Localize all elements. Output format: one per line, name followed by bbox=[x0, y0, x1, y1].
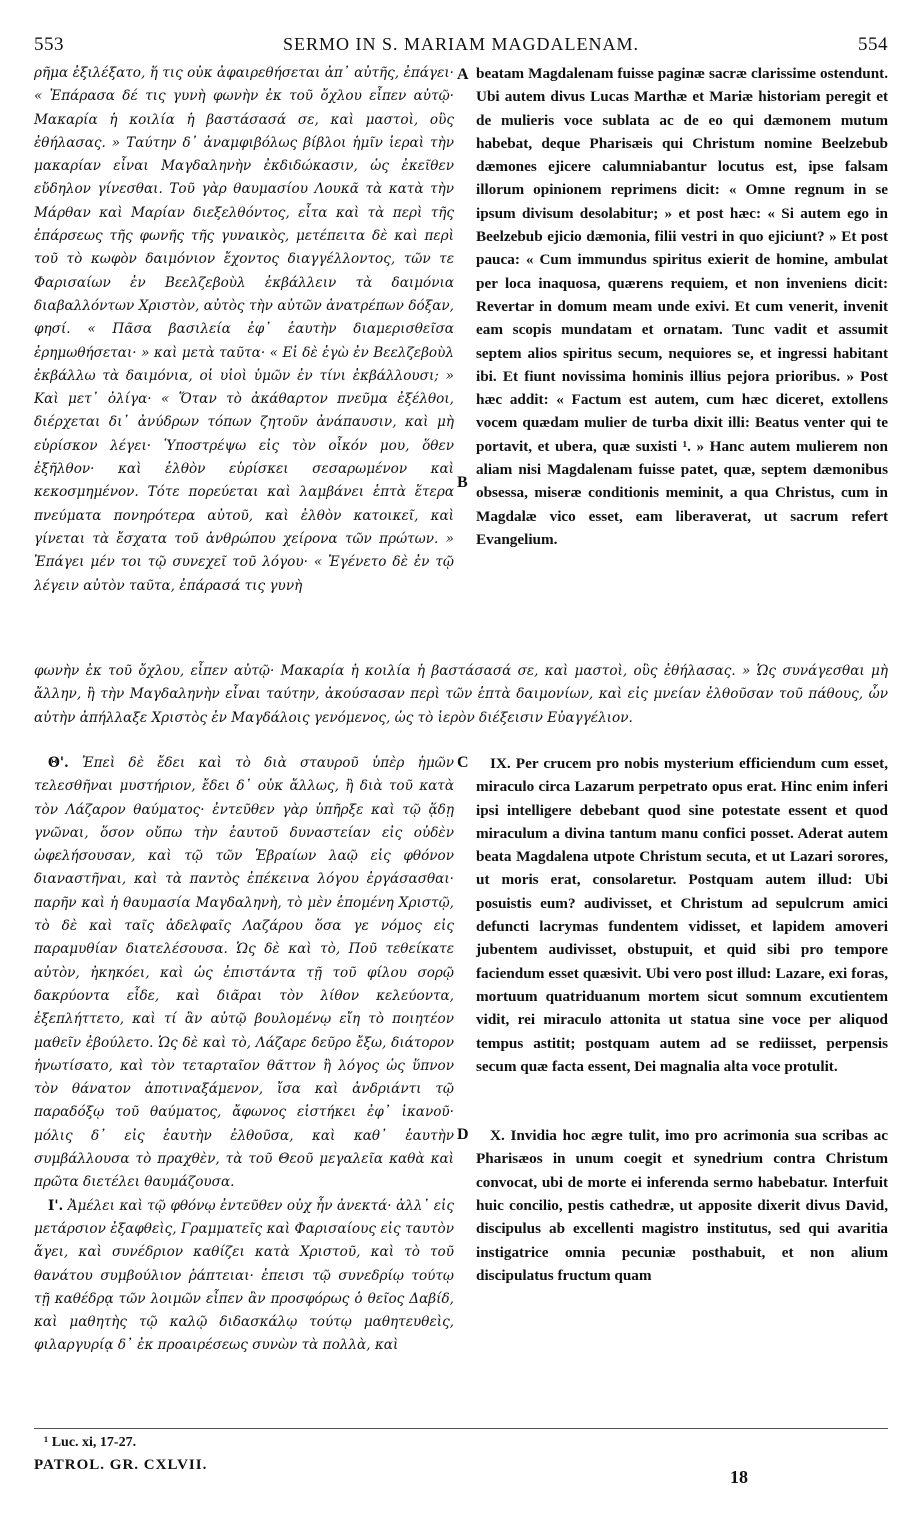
latin-section-9 bbox=[476, 752, 888, 1078]
running-head bbox=[34, 34, 888, 58]
greek-section-9 bbox=[34, 752, 454, 1195]
latin-column-top bbox=[476, 62, 888, 598]
full-width-text bbox=[34, 660, 888, 730]
section-number-greek-9: Θ'. bbox=[48, 755, 69, 771]
margin-letter-c: C bbox=[457, 754, 469, 771]
section-number-latin-10: X. bbox=[490, 1127, 505, 1145]
footnote: ¹ Luc. xi, 17-27. bbox=[44, 1435, 137, 1450]
margin-letter-a: A bbox=[457, 66, 469, 83]
latin-section-10-text: Invidia hoc ægre tulit, imo pro acrimonia sua scribas ac Pharisæos in unum coegit et synedrium contra Christum convocat, ubi de morte ei inferenda sermo habebatur. Interfuit huic concilio, pestis cathedræ, ut apposite dixerit divus David, discipulus ab excellenti magistro institutus, sed qui avaritia instigatrice omnia pecuniæ posthabuit, et non alium discipulatus fructum quam bbox=[476, 1127, 888, 1284]
margin-letter-d: D bbox=[457, 1126, 469, 1143]
latin-paragraph: beatam Magdalenam fuisse paginæ sacræ clarissime ostendunt. Ubi autem divus Lucas Marthæ et Mariæ historiam peregit et de mulieris voce sublata ac de eo qui dæmonem mutum habebat, deque Pharisæis qui Christum nomine Beelzebub dæmones ejicere calumniabantur locutus est, ipse falsam illorum opinionem reprimens dicit: « Omne regnum in se ipsum divisum desolabitur; » et post hæc: « Si autem ego in Beelzebub ejicio dæmonia, filii vestri in quo ejiciunt? » Et post pauca: « Cum immundus spiritus exierit de homine, ambulat per loca inaquosa, quærens requiem, et non inveniens dicit: Revertar in domum meam unde exivi. Et cum venerit, invenit eam scopis mundatam et ornatam. Tunc vadit et assumit septem alios spiritus secum, nequiores se, et ingressi habitant ibi. Et fiunt novissima hominis illius pejora prioribus. » Post hæc addit: « Factum est autem, cum hæc diceret, extollens vocem quædam mulier de turba dixit illi: Beatus venter qui te portavit, et ubera, quæ suxisti ¹. » Hanc autem mulierem non aliam nisi Magdalenam fuisse patet, quæ, septem dæmonibus obsessa, miseræ conditionis meminit, a qua Christus, cum in Magdalæ vico esset, eam liberaverat, ut sacrum refert Evangelium. bbox=[476, 65, 888, 548]
greek-section-10 bbox=[34, 1195, 454, 1358]
greek-column-top bbox=[34, 62, 454, 598]
greek-section-10-text: Ἀμέλει καὶ τῷ φθόνῳ ἐντεῦθεν οὐχ ἦν ἀνεκτά· ἀλλ᾽ εἰς μετάρσιον ἐξαφθεὶς, Γραμματεῖς καὶ Φαρισαίους εἰς ταυτὸν ἄγει, καὶ συνέδριον καθίζει κατὰ Χριστοῦ, καὶ τὸ τοῦ θανάτου συμβούλιον ῥάπτειαι· ἐπεισι τῷ συνεδρίῳ τούτῳ τῇ καθέδρᾳ τῶν λοιμῶν εἶπεν ἂν προσφόρως ὁ θεῖος Δαβίδ, καὶ μαθητὴς τῷ καλῷ διδασκάλῳ τούτῳ μαθητευθεὶς, φιλαργυρίᾳ δ᾽ ἐκ προαιρέσεως συνὼν τὰ πολλὰ, καὶ bbox=[34, 1197, 454, 1354]
columns-bottom bbox=[34, 752, 888, 1358]
page-footer bbox=[34, 1428, 888, 1487]
columns-top bbox=[34, 62, 888, 598]
section-number-greek-10: Ι'. bbox=[48, 1197, 64, 1214]
signature-number: 18 bbox=[730, 1467, 748, 1487]
greek-column-bottom bbox=[34, 752, 454, 1358]
latin-section-10 bbox=[476, 1124, 888, 1287]
latin-section-9-text: Per crucem pro nobis mysterium efficiendum cum esset, miraculo circa Lazarum perpetrato opus erat. Hinc enim inferi ipsi intelligere debebant quod sine potestate essent et quod miraculum a divina tantum manu confici posset. Aderat autem beata Magdalena utpote Christum secuta, et ut Lazari sorores, ut moris erat, consolaretur. Postquam autem illud: Ubi posuistis eum? audivisset, et Christum ad sepulcrum amici defuncti lacrymas fundentem vidisset, et lapidem amoveri jubentem audivisset, obstupuit, et quid sibi pro tempore faciendum esset quæsivit. Ubi vero post illud: Lazare, exi foras, mortuum quatriduanum mortem sicut somnum excutientem vidit, rei miraculo attonita ut statua sine voce per aliquod tempus astitit; postquam autem ad se rediisset, perpensis secum quæ facta essent, Dei magnalia alta voce protulit. bbox=[476, 755, 888, 1075]
margin-letter-b: B bbox=[457, 474, 468, 491]
greek-paragraph: ρῆμα ἐξιλέξατο, ἥ τις οὐκ ἀφαιρεθήσεται ἀπ᾽ αὐτῆς, ἐπάγει· « Ἐπάρασα δέ τις γυνὴ φωνὴν ἐκ τοῦ ὄχλου εἶπεν αὐτῷ· Μακαρία ἡ κοιλία ἡ βαστάσασά σε, καὶ μαστοὶ, οὓς ἐθήλασας. » Ταύτην δ᾽ ἀναμφιβόλως βίβλοι ἡμῖν ἱεραὶ τὴν μακαρίαν εἶναι Μαγδαληνὴν ἐκδιδώκασιν, ὡς ἐκεῖθεν εὔδηλον γίνεσθαι. Τοῦ γὰρ θαυμασίου Λουκᾶ τὰ κατὰ τὴν Μάρθαν καὶ Μαρίαν διεξελθόντος, εἶτα καὶ τὰ περὶ τῆς ἐπάρσεως τῆς φωνῆς τῆς γυναικὸς, μετέπειτα δὲ καὶ περὶ τοῦ τὸ κωφὸν δαιμόνιον ἔχοντος διαγγέλλοντος, τῶν τε Φαρισαίων ἐν Βεελζεβοὺλ ἐκβάλλειν τὰ δαιμόνια διαβαλλόντων Χριστὸν, αὐτὸς τὴν αὐτῶν ἀνατρέπων δόξαν, φησί. « Πᾶσα βασιλεία ἐφ᾽ ἑαυτὴν διαμερισθεῖσα ἐρημωθήσεται· » καὶ μετὰ ταῦτα· « Εἰ δὲ ἐγὼ ἐν Βεελζεβοὺλ ἐκβάλλω τὰ δαιμόνια, οἱ υἱοὶ ὑμῶν ἐν τίνι ἐκβάλλουσι; » Καὶ μετ᾽ ὀλίγα· « Ὅταν τὸ ἀκάθαρτον πνεῦμα ἐξέλθοι, διέρχεται δι᾽ ἀνύδρων τόπων ζητοῦν ἀνάπαυσιν, καὶ μὴ εὑρίσκον λέγει· Ὑποστρέψω εἰς τὸν οἶκόν μου, ὅθεν ἐξῆλθον· καὶ ἐλθὸν εὑρίσκει σεσαρωμένον καὶ κεκοσμημένον. Τότε πορεύεται καὶ λαμβάνει ἑπτὰ ἕτερα πνεύματα πονηρότερα αὐτοῦ, καὶ ἐλθὸν κατοικεῖ, καὶ γίνεται τὰ ἔσχατα τοῦ ἀνθρώπου χείρονα τῶν πρώτων. » Ἐπάγει μέν τοι τῷ συνεχεῖ τοῦ λόγου· « Ἐγένετο δὲ ἐν τῷ λέγειν αὐτὸν ταῦτα, ἐπάρασά τις γυνὴ bbox=[34, 65, 454, 594]
running-title: SERMO IN S. MARIAM MAGDALENAM. bbox=[282, 34, 640, 54]
full-width-paragraph: φωνὴν ἐκ τοῦ ὄχλου, εἶπεν αὐτῷ· Μακαρία ἡ κοιλία ἡ βαστάσασά σε, καὶ μαστοὶ, οὓς ἐθήλασας. » Ὡς συνάγεσθαι μὴ ἄλλην, ἢ τὴν Μαγδαληνὴν εἶναι ταύτην, ἀκούσασαν περὶ τῶν ἑπτὰ δαιμονίων, καὶ εἰς μνείαν ἐλθοῦσαν τοῦ πάθους, ὧν αὐτὴν ἀπήλλαξε Χριστὸς ἐν Μαγδάλοις γενόμενος, ὡς τὸ ἱερὸν διέξεισιν Εὐαγγέλιον. bbox=[34, 663, 888, 726]
section-number-latin-9: IX. bbox=[490, 755, 511, 772]
greek-section-9-text: Ἐπεὶ δὲ ἔδει καὶ τὸ διὰ σταυροῦ ὑπὲρ ἡμῶν τελεσθῆναι μυστήριον, ἔδει δ᾽ οὐκ ἄλλως, ἢ διὰ τοῦ κατὰ τὸν Λάζαρον θαύματος· ἐντεῦθεν γὰρ ὑπῆρξε καὶ τῷ ᾅδῃ γνῶναι, ὅσον οὔπω τὴν ἑαυτοῦ δυναστείαν εἰς οὐδὲν ὠφελήσουσαν, καὶ τῷ τῶν Ἑβραίων λαῷ εἰς φθόνον διαναστῆναι, καὶ τὰ παντὸς ἐπέκεινα λόγου ἐργάσασθαι· παρῆν καὶ ἡ θαυμασία Μαγδαληνὴ, τὸ μὲν ἑπομένη Χριστῷ, τὸ δὲ καὶ ταῖς ἀδελφαῖς Λαζάρου ὅσα γε νόμος εἰς παραμυθίαν διατελέσουσα. Ὡς δὲ καὶ τὸ, Ποῦ τεθείκατε αὐτὸν, ἠκηκόει, καὶ ὡς ἐπιστάντα τῇ τοῦ φίλου σορῷ δακρύοντα εἶδε, καὶ διᾶραι τὸν λίθον κελεύοντα, ἐξεπλήττετο, καὶ τί ἂν αὐτῷ βουλομένῳ εἴη τὸ ποιητέον μαθεῖν ἐβούλετο. Ὡς δὲ καὶ τὸ, Λάζαρε δεῦρο ἔξω, διάτορον ἠνωτίσατο, καὶ τὸν τεταρταῖον θᾶττον ἢ λόγος ὡς ὕπνον τὸν θάνατον ἀποτιναξάμενον, ἴσα καὶ ἀνδριάντι τῷ παραδόξῳ τοῦ θαύματος, ἄφωνος εἱστήκει ἐφ᾽ ἱκανοῦ· μόλις δ᾽ εἰς ἑαυτὴν ἐλθοῦσα, καὶ καθ᾽ ἑαυτὴν συμβάλλουσα τὸ πραχθὲν, τὰ τοῦ Θεοῦ μεγαλεῖα καθὰ καὶ πρῶτα διετέλει θαυμάζουσα. bbox=[34, 755, 454, 1191]
latin-column-bottom bbox=[476, 752, 888, 1358]
margin-markers-bottom bbox=[454, 752, 476, 1358]
margin-markers-top bbox=[454, 62, 476, 598]
page-number-right: 554 bbox=[858, 34, 888, 55]
page-number-left: 553 bbox=[34, 34, 64, 55]
patrologia-volume: PATROL. GR. CXLVII. bbox=[34, 1457, 208, 1473]
